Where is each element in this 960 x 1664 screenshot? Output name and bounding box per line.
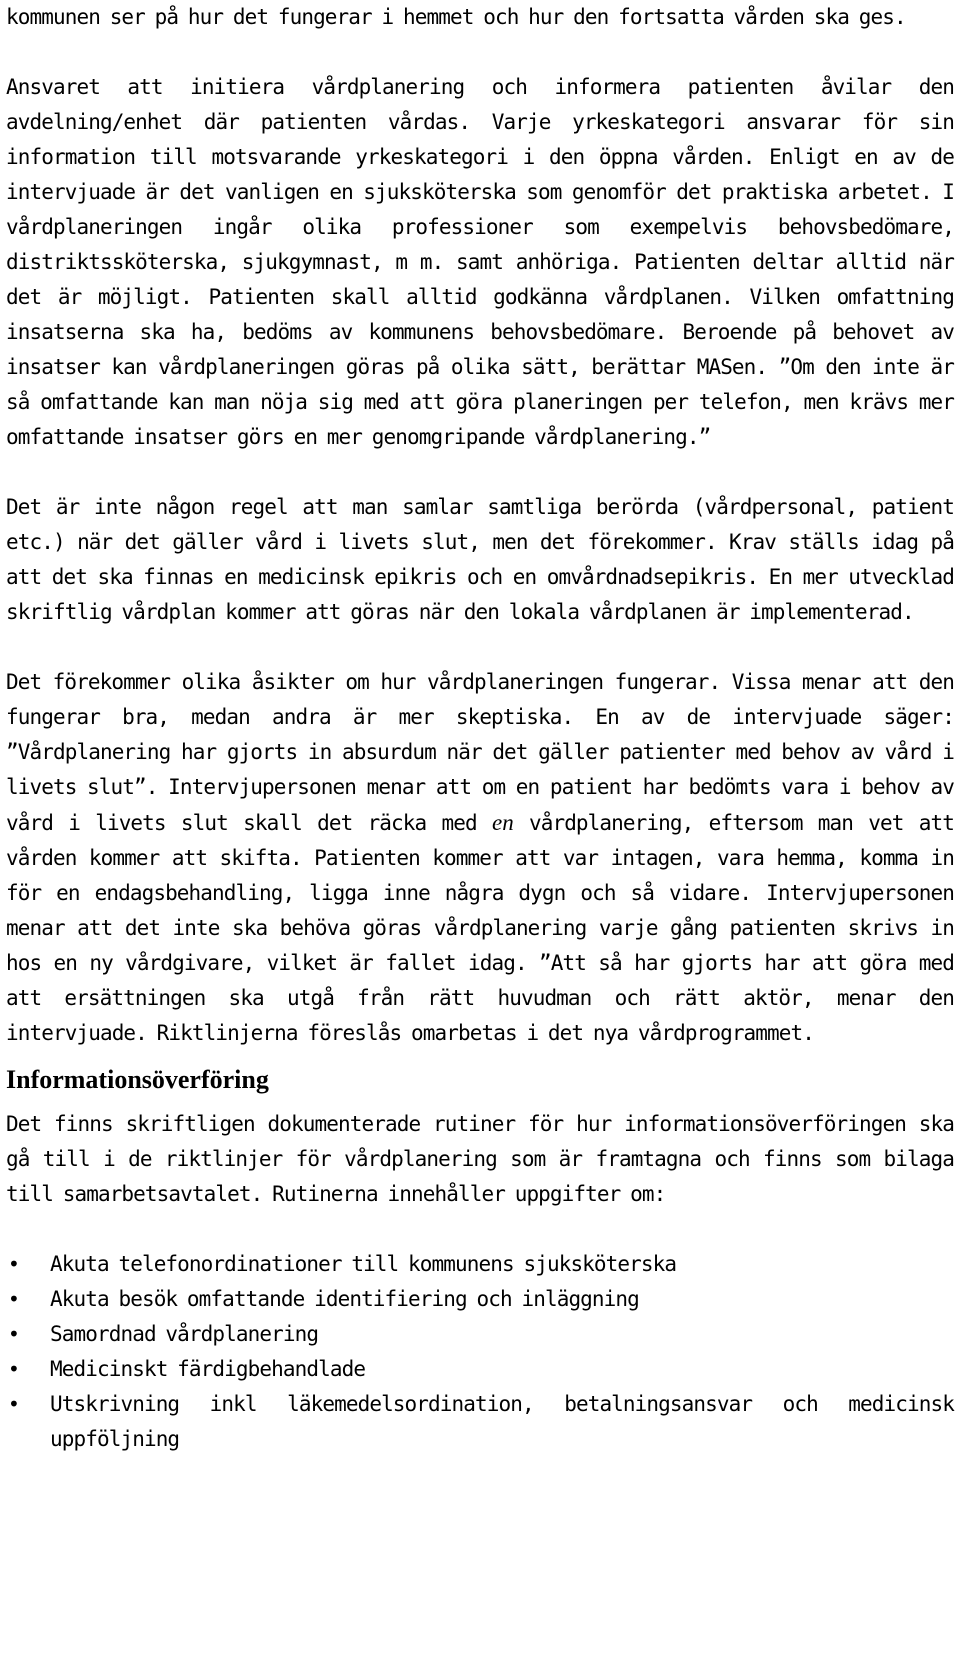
bullet-icon: • xyxy=(8,1357,20,1381)
bullet-icon: • xyxy=(8,1322,20,1346)
spacer xyxy=(6,1212,954,1247)
paragraph-end-of-life-care: Det är inte någon regel att man samlar samtliga berörda (vårdpersonal, patient etc.) när det gäller vård i livets slut, men det förekommer. Krav ställs idag på att det ska finnas en medicinsk epikris och en omvårdnadsepikris. En mer utvecklad skriftlig vårdplan kommer att göras när den lokala vårdplanen är implementerad. xyxy=(6,495,954,624)
list-item-text: Samordnad vårdplanering xyxy=(50,1322,319,1346)
section-intro-paragraph: Det finns skriftligen dokumenterade rutiner för hur informationsöverföringen ska gå till i de riktlinjer för vårdplanering som är framtagna och finns som bilaga till samarbetsavtalet. Rutinerna innehåller uppgifter om: xyxy=(6,1112,954,1206)
list-item-text: Akuta telefonordinationer till kommunens sjuksköterska xyxy=(50,1252,677,1276)
list-item-text: Akuta besök omfattande identifiering och inläggning xyxy=(50,1287,639,1311)
list-item xyxy=(6,1352,954,1387)
paragraph-opinions-part-2: vårdplanering, eftersom man vet att vården kommer att skifta. Patienten kommer att var intagen, vara hemma, komma in för en endagsbehandling, ligga inne några dygn och så vidare. Intervjupersonen menar att det inte ska behöva göras vårdplanering varje gång patienten skrivs in hos en ny vårdgivare, vilket är fallet idag. ”Att så har gjorts har att göra med att ersättningen ska utgå från rätt huvudman och rätt aktör, menar den intervjuade. Riktlinjerna föreslås omarbetas i det nya vårdprogrammet. xyxy=(6,811,954,1045)
list-item xyxy=(6,1317,954,1352)
paragraph-intro-continuation: kommunen ser på hur det fungerar i hemmet och hur den fortsatta vården ska ges. xyxy=(6,5,906,29)
section-heading: Informationsöverföring xyxy=(6,1065,269,1094)
paragraph-opinions xyxy=(6,665,954,1051)
bullet-icon: • xyxy=(8,1252,20,1276)
list-item xyxy=(6,1247,954,1282)
paragraph-opinions-part-1: Det förekommer olika åsikter om hur vårdplaneringen fungerar. Vissa menar att den fungerar bra, medan andra är mer skeptiska. En av de intervjuade säger: ”Vårdplanering har gjorts in absurdum när det gäller patienter med behov av vård i livets slut”. Intervjupersonen menar att om en patient har bedömts vara i behov av vård i livets slut skall det räcka med xyxy=(6,670,954,835)
list-item xyxy=(6,1282,954,1317)
document-page xyxy=(6,0,954,1457)
list-item xyxy=(6,1387,954,1457)
bullet-icon: • xyxy=(8,1287,20,1311)
list-item-text: Utskrivning inkl läkemedelsordination, betalningsansvar och medicinsk uppföljning xyxy=(50,1392,954,1451)
bullet-icon: • xyxy=(8,1392,20,1416)
emphasis-en: en xyxy=(492,810,514,835)
paragraph-responsibility: Ansvaret att initiera vårdplanering och informera patienten åvilar den avdelning/enhet där patienten vårdas. Varje yrkeskategori ansvarar för sin information till motsvarande yrkeskategori i den öppna vården. Enligt en av de intervjuade är det vanligen en sjuksköterska som genomför det praktiska arbetet. I vårdplaneringen ingår olika professioner som exempelvis behovsbedömare, distriktssköterska, sjukgymnast, m m. samt anhöriga. Patienten deltar alltid när det är möjligt. Patienten skall alltid godkänna vårdplanen. Vilken omfattning insatserna ska ha, bedöms av kommunens behovsbedömare. Beroende på behovet av insatser kan vårdplaneringen göras på olika sätt, berättar MASen. ”Om den inte är så omfattande kan man nöja sig med att göra planeringen per telefon, men krävs mer omfattande insatser görs en mer genomgripande vårdplanering.” xyxy=(6,75,954,449)
list-item-text: Medicinskt färdigbehandlade xyxy=(50,1357,366,1381)
routine-list xyxy=(6,1247,954,1457)
